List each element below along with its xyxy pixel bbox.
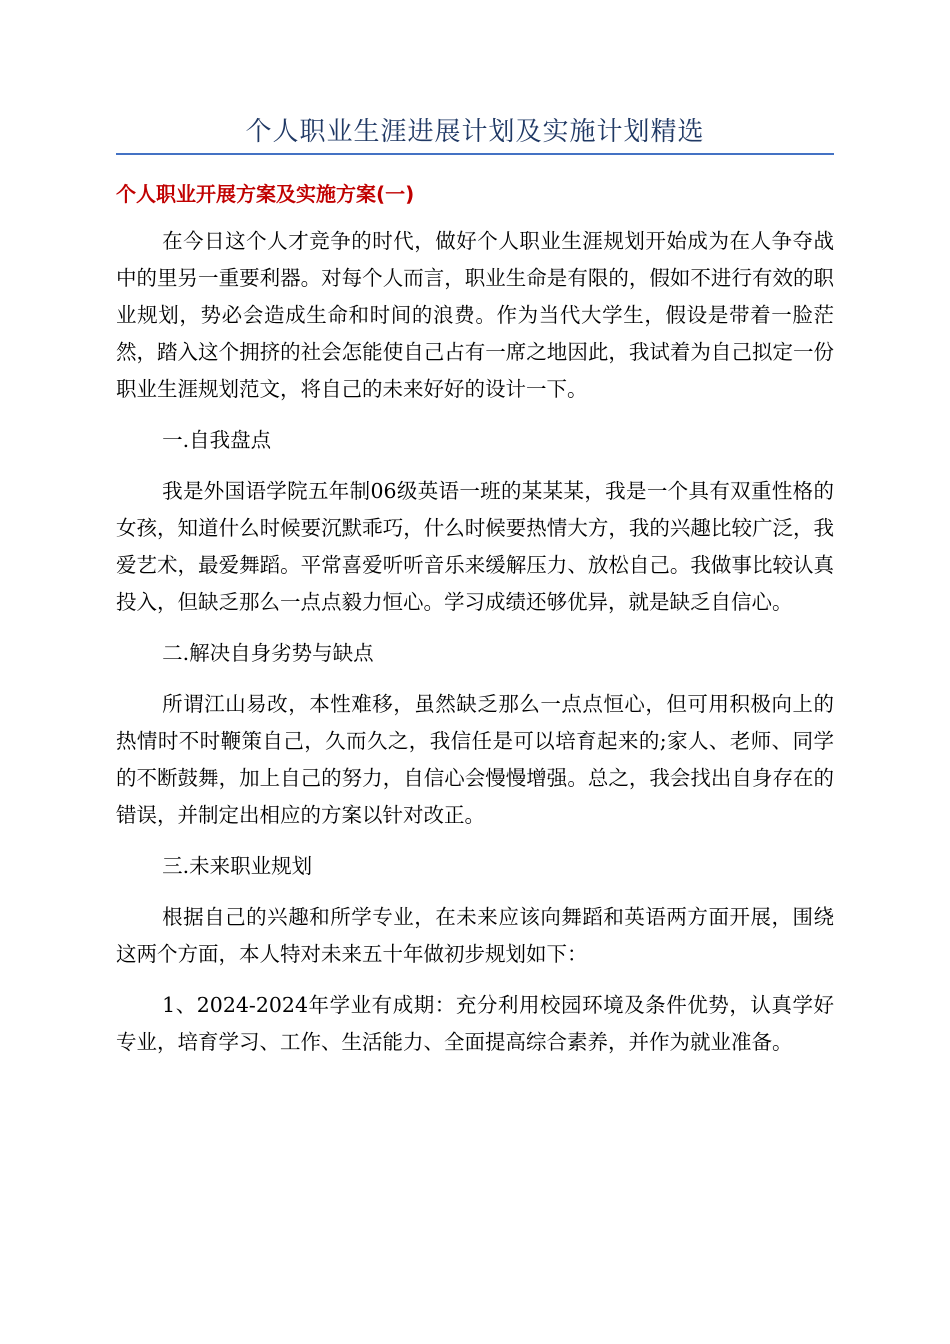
section-heading: 个人职业开展方案及实施方案(一) [116, 182, 415, 206]
intro-paragraph: 在今日这个人才竞争的时代，做好个人职业生涯规划开始成为在人争夺战中的里另一重要利器。对每个人而言，职业生命是有限的，假如不进行有效的职业规划，势必会造成生命和时间的浪费。作为当代大学生，假设是带着一脸茫然，踏入这个拥挤的社会怎能使自己占有一席之地因此，我试着为自己拟定一份职业生涯规划范文，将自己的未来好好的设计一下。 [116, 229, 834, 401]
subheading-career-plan: 三.未来职业规划 [162, 854, 313, 878]
subheading-weaknesses: 二.解决自身劣势与缺点 [162, 641, 374, 665]
title-underline [116, 153, 834, 155]
career-plan-paragraph: 根据自己的兴趣和所学专业，在未来应该向舞蹈和英语两方面开展，围绕这两个方面，本人特对未来五十年做初步规划如下： [116, 905, 834, 966]
subheading-self-assessment: 一.自我盘点 [162, 428, 272, 452]
document-title: 个人职业生涯进展计划及实施计划精选 [245, 117, 705, 147]
weaknesses-paragraph: 所谓江山易改，本性难移，虽然缺乏那么一点点恒心，但可用积极向上的热情时不时鞭策自己，久而久之，我信任是可以培育起来的;家人、老师、同学的不断鼓舞，加上自己的努力，自信心会慢慢增强。总之，我会找出自身存在的错误，并制定出相应的方案以针对改正。 [116, 692, 834, 827]
document-body [116, 223, 834, 1075]
plan-stage-1-paragraph: 1、2024-2024年学业有成期：充分利用校园环境及条件优势，认真学好专业，培育学习、工作、生活能力、全面提高综合素养，并作为就业准备。 [116, 993, 834, 1054]
self-assessment-paragraph: 我是外国语学院五年制06级英语一班的某某某，我是一个具有双重性格的女孩，知道什么时候要沉默乖巧，什么时候要热情大方，我的兴趣比较广泛，我爱艺术，最爱舞蹈。平常喜爱听听音乐来缓解压力、放松自己。我做事比较认真投入，但缺乏那么一点点毅力恒心。学习成绩还够优异，就是缺乏自信心。 [116, 479, 834, 614]
